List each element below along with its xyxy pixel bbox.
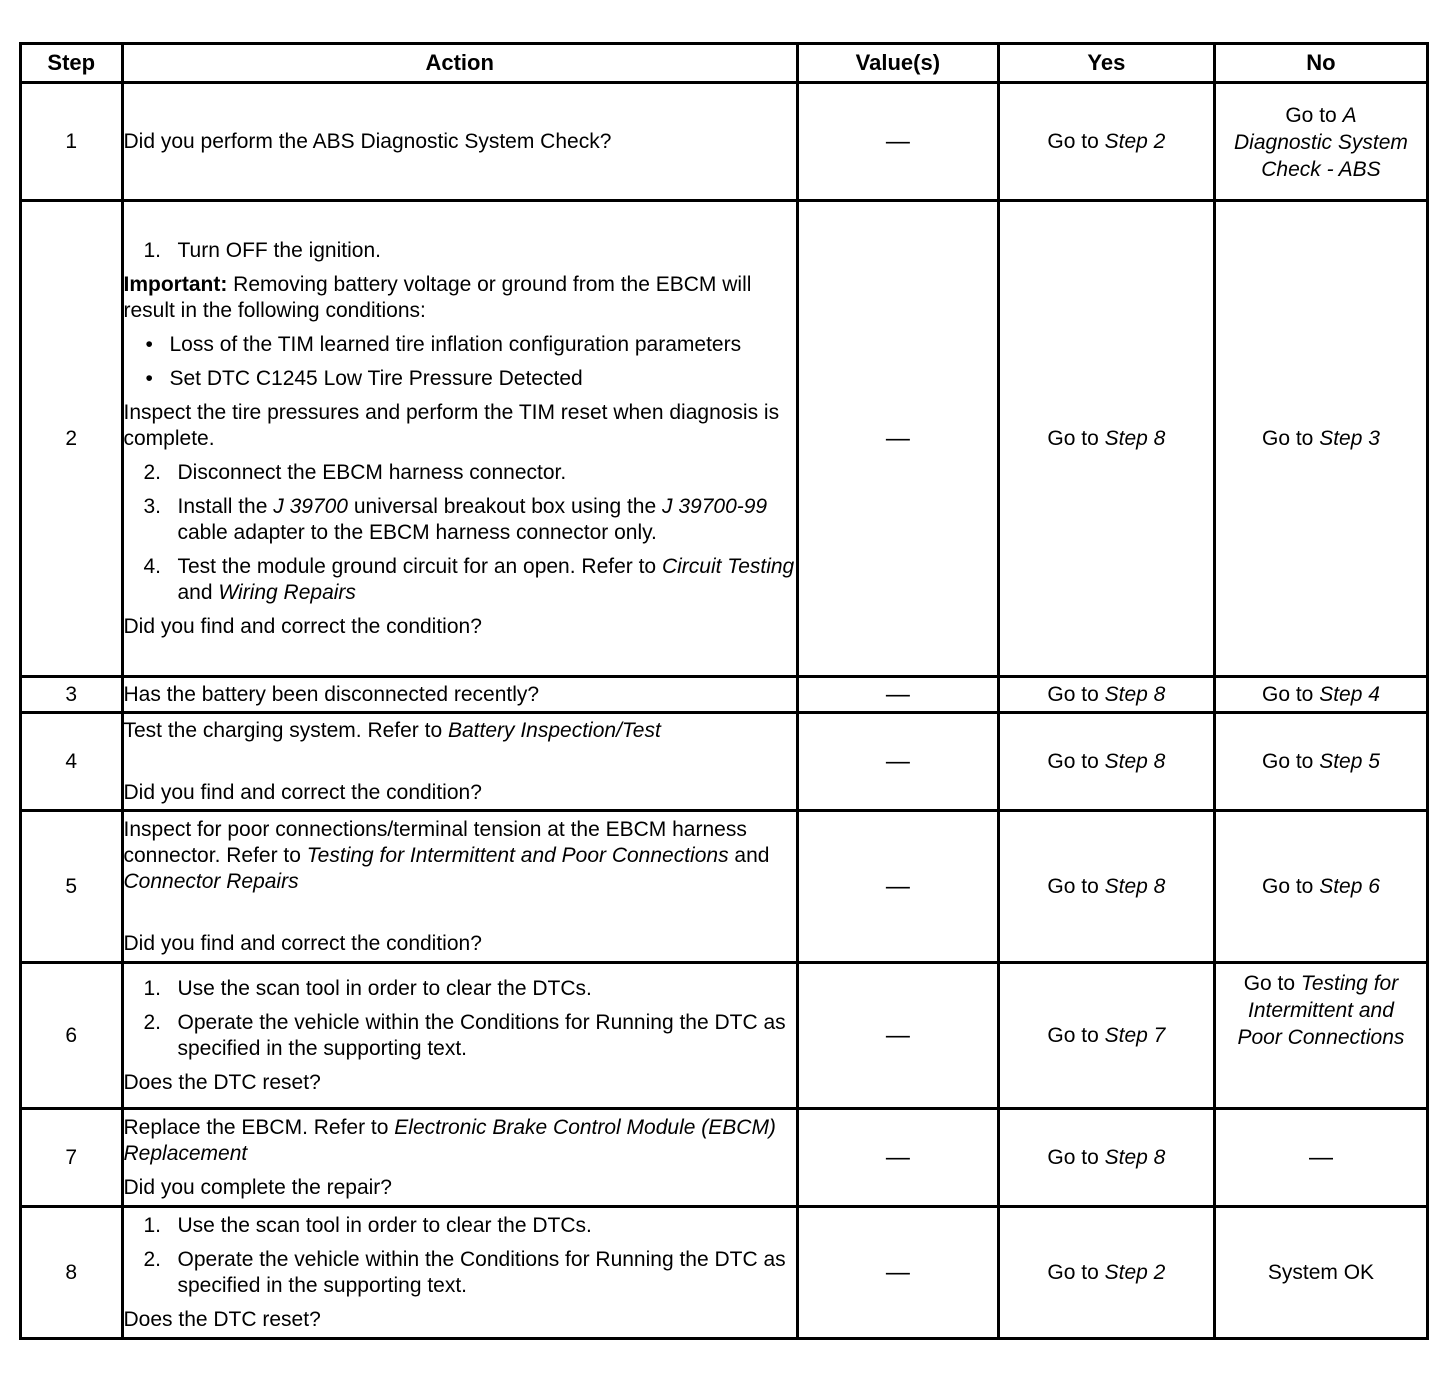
list-text: Turn OFF the ignition. xyxy=(177,238,381,262)
list-text: Operate the vehicle within the Conditions for Running the DTC as specified in the supporting text. xyxy=(177,1010,786,1060)
table-row xyxy=(21,811,1428,963)
step-reference: Step 8 xyxy=(1104,749,1166,773)
question-text: Has the battery been disconnected recently? xyxy=(123,682,540,706)
action-cell xyxy=(122,1207,797,1339)
step-reference: Step 7 xyxy=(1104,1023,1166,1047)
bullet-icon: • xyxy=(145,366,153,390)
text-fragment: universal breakout box using the xyxy=(353,494,657,518)
header-action: Action xyxy=(122,44,797,83)
yes-cell xyxy=(998,677,1214,713)
value-cell: — xyxy=(797,1109,998,1207)
list-item xyxy=(144,460,796,486)
text-fragment: Install the xyxy=(177,494,268,518)
action-cell xyxy=(122,713,797,811)
value-cell: — xyxy=(797,201,998,677)
goto-prefix: Go to xyxy=(1261,874,1314,898)
goto-prefix: Go to xyxy=(1261,749,1314,773)
table-row xyxy=(21,677,1428,713)
no-cell: System OK xyxy=(1214,1207,1427,1339)
question-text: Did you find and correct the condition? xyxy=(123,931,482,955)
step-reference: A Diagnostic System Check - ABS xyxy=(1234,104,1408,181)
list-item xyxy=(144,1247,796,1299)
question-text: Did you find and correct the condition? xyxy=(123,780,482,804)
instruction-text xyxy=(124,718,796,744)
header-step: Step xyxy=(21,44,123,83)
list-number: 2. xyxy=(143,1010,162,1034)
goto-prefix: Go to xyxy=(1047,426,1099,450)
step-number: 4 xyxy=(21,713,123,811)
table-row xyxy=(21,201,1428,677)
goto-prefix: Go to xyxy=(1047,682,1099,706)
table-row xyxy=(21,963,1428,1109)
doc-reference: Testing for Intermittent and Poor Connections xyxy=(306,843,729,867)
list-text xyxy=(178,554,796,606)
step-reference: Step 4 xyxy=(1319,682,1380,706)
table-row xyxy=(21,1207,1428,1339)
no-cell xyxy=(1214,963,1427,1109)
doc-reference: Connector Repairs xyxy=(123,869,299,893)
goto-prefix: Go to xyxy=(1047,1023,1099,1047)
goto-prefix: Go to xyxy=(1285,104,1337,127)
goto-prefix: Go to xyxy=(1047,1145,1099,1169)
important-text: Removing battery voltage or ground from the EBCM will result in the following conditions: xyxy=(123,272,752,322)
action-cell xyxy=(122,811,797,963)
list-item xyxy=(144,238,796,264)
action-cell xyxy=(122,677,797,713)
step-reference: Step 8 xyxy=(1104,874,1166,898)
important-label: Important: xyxy=(123,272,228,296)
bullet-item xyxy=(146,332,796,358)
yes-cell xyxy=(998,963,1214,1109)
action-cell xyxy=(122,963,797,1109)
value-cell: — xyxy=(797,811,998,963)
text-fragment: and xyxy=(734,843,770,867)
text-fragment: Test the module ground circuit for an open. Refer to xyxy=(177,554,657,578)
list-text: Use the scan tool in order to clear the DTCs. xyxy=(177,976,592,1000)
step-number: 6 xyxy=(21,963,123,1109)
goto-prefix: Go to xyxy=(1261,682,1314,706)
instruction-text xyxy=(124,817,796,895)
question-text: Did you perform the ABS Diagnostic System Check? xyxy=(123,129,612,153)
yes-cell xyxy=(998,811,1214,963)
question-text: Did you find and correct the condition? xyxy=(123,614,482,638)
header-yes: Yes xyxy=(998,44,1214,83)
bullet-item xyxy=(146,366,796,392)
tool-reference: J 39700 xyxy=(273,494,348,518)
question-text: Did you complete the repair? xyxy=(123,1175,392,1199)
doc-reference: Circuit Testing xyxy=(661,554,795,578)
list-number: 1. xyxy=(143,976,162,1000)
question-text: Does the DTC reset? xyxy=(123,1307,321,1331)
goto-prefix: Go to xyxy=(1047,749,1099,773)
list-item xyxy=(144,1213,796,1239)
goto-prefix: Go to xyxy=(1047,129,1099,153)
value-cell: — xyxy=(797,1207,998,1339)
bullet-text: Loss of the TIM learned tire inflation configuration parameters xyxy=(169,332,742,356)
yes-cell xyxy=(998,201,1214,677)
goto-prefix: Go to xyxy=(1047,874,1099,898)
text-fragment: and xyxy=(177,580,213,604)
value-cell: — xyxy=(797,677,998,713)
list-text: Use the scan tool in order to clear the DTCs. xyxy=(177,1213,592,1237)
step-number: 2 xyxy=(21,201,123,677)
yes-cell xyxy=(998,1207,1214,1339)
step-reference: Step 2 xyxy=(1104,1260,1166,1284)
no-cell xyxy=(1214,811,1427,963)
goto-prefix: Go to xyxy=(1261,426,1314,450)
step-reference: Step 6 xyxy=(1319,874,1380,898)
no-cell xyxy=(1214,677,1427,713)
text-fragment: Replace the EBCM. Refer to xyxy=(123,1115,389,1139)
step-reference: Step 8 xyxy=(1104,426,1166,450)
list-item xyxy=(144,494,796,546)
text-fragment: Test the charging system. Refer to xyxy=(123,718,443,742)
step-reference: Step 8 xyxy=(1104,1145,1166,1169)
header-no: No xyxy=(1214,44,1427,83)
action-cell xyxy=(122,1109,797,1207)
list-number: 2. xyxy=(143,1247,162,1271)
text-fragment: cable adapter to the EBCM harness connector only. xyxy=(177,520,657,544)
step-reference: Step 2 xyxy=(1104,129,1166,153)
list-number: 2. xyxy=(143,460,162,484)
value-cell: — xyxy=(797,963,998,1109)
yes-cell xyxy=(998,1109,1214,1207)
table-row xyxy=(21,83,1428,201)
doc-reference: Wiring Repairs xyxy=(218,580,356,604)
step-number: 1 xyxy=(21,83,123,201)
header-values: Value(s) xyxy=(797,44,998,83)
header-row xyxy=(21,44,1428,83)
step-reference: Step 8 xyxy=(1104,682,1166,706)
value-cell: — xyxy=(797,713,998,811)
no-cell xyxy=(1214,201,1427,677)
list-number: 1. xyxy=(143,1213,162,1237)
step-reference: Step 3 xyxy=(1319,426,1380,450)
goto-prefix: Go to xyxy=(1047,1260,1099,1284)
bullet-icon: • xyxy=(145,332,153,356)
tool-reference: J 39700-99 xyxy=(662,494,768,518)
table-row xyxy=(21,1109,1428,1207)
step-reference: Step 5 xyxy=(1319,749,1380,773)
list-number: 4. xyxy=(143,554,162,578)
step-number: 7 xyxy=(21,1109,123,1207)
doc-reference: Electronic Brake Control Module (EBCM) Replacement xyxy=(123,1115,776,1165)
goto-prefix: Go to xyxy=(1243,972,1296,995)
step-number: 3 xyxy=(21,677,123,713)
no-cell xyxy=(1214,713,1427,811)
yes-cell xyxy=(998,83,1214,201)
list-number: 1. xyxy=(143,238,162,262)
no-cell xyxy=(1214,83,1427,201)
list-item xyxy=(144,976,796,1002)
yes-cell xyxy=(998,713,1214,811)
list-text: Operate the vehicle within the Conditions for Running the DTC as specified in the supporting text. xyxy=(177,1247,786,1297)
instruction-text xyxy=(124,1115,796,1167)
list-number: 3. xyxy=(143,494,162,518)
list-text: Disconnect the EBCM harness connector. xyxy=(177,460,567,484)
list-item xyxy=(144,1010,796,1062)
text-fragment: Inspect for poor connections/terminal tension at the EBCM harness connector. Refer to xyxy=(123,817,747,867)
action-cell xyxy=(122,83,797,201)
important-note xyxy=(124,272,796,324)
question-text: Does the DTC reset? xyxy=(123,1070,321,1094)
value-cell: — xyxy=(797,83,998,201)
list-text xyxy=(178,494,796,546)
bullet-text: Set DTC C1245 Low Tire Pressure Detected xyxy=(169,366,583,390)
no-cell: — xyxy=(1214,1109,1427,1207)
table-row xyxy=(21,713,1428,811)
action-cell xyxy=(122,201,797,677)
step-reference: Testing for Intermittent and Poor Connections xyxy=(1237,972,1405,1049)
step-number: 8 xyxy=(21,1207,123,1339)
step-number: 5 xyxy=(21,811,123,963)
list-item xyxy=(144,554,796,606)
doc-reference: Battery Inspection/Test xyxy=(447,718,661,742)
diagnostic-table xyxy=(19,42,1429,1340)
inspect-text: Inspect the tire pressures and perform the TIM reset when diagnosis is complete. xyxy=(123,400,780,450)
